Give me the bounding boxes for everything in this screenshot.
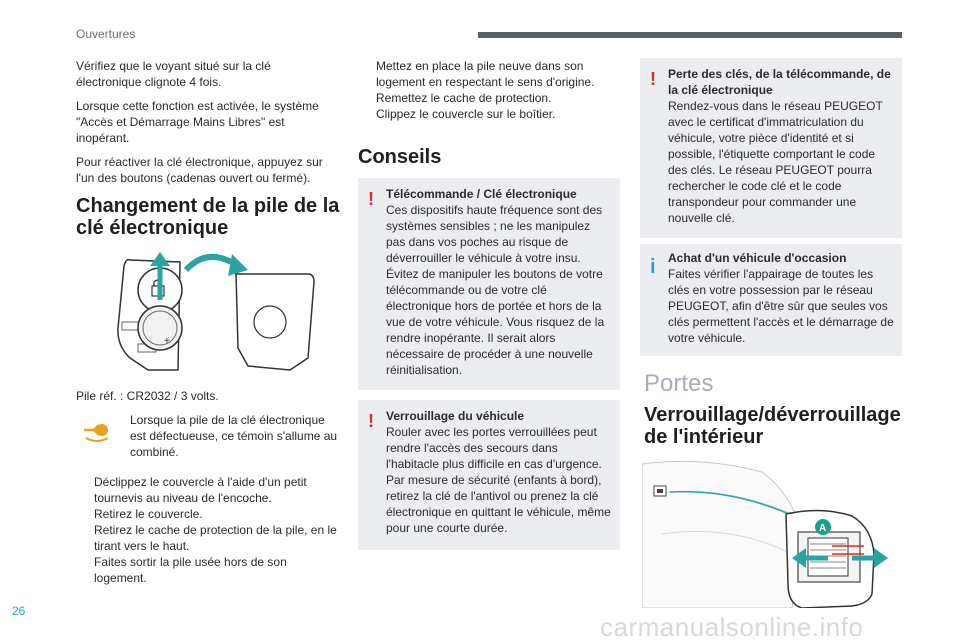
info-icon: i bbox=[650, 256, 656, 278]
list-item: Retirez le cache de protection de la pile, en le tirant vers le haut. bbox=[94, 523, 337, 553]
locking-heading: Verrouillage/déverrouillage de l'intérieur bbox=[644, 404, 901, 448]
conseils-heading: Conseils bbox=[358, 146, 442, 168]
battery-steps-list-cont bbox=[358, 58, 620, 122]
box-title: Télécommande / Clé électronique bbox=[386, 187, 577, 201]
battery-heading: Changement de la pile de la clé électronique bbox=[76, 195, 340, 239]
advice-box-lost-keys bbox=[640, 58, 902, 238]
advice-box-remote bbox=[358, 178, 620, 390]
list-item: Déclippez le couvercle à l'aide d'un petit tournevis au niveau de l'encoche. bbox=[94, 475, 307, 505]
paragraph: Pour réactiver la clé électronique, appuyez sur l'un des boutons (cadenas ouvert ou fermé). bbox=[76, 155, 323, 185]
list-item: Clippez le couvercle sur le boîtier. bbox=[376, 107, 556, 121]
warning-icon: ! bbox=[650, 69, 656, 89]
list-item: Retirez le couvercle. bbox=[94, 507, 203, 521]
interior-door-illustration bbox=[642, 454, 902, 608]
box-text: Ces dispositifs haute fréquence sont des systèmes sensibles ; ne les manipulez pas dans vos poches au risque de déverrouiller le véhicule à votre insu. Évitez de manipuler les boutons de votre télécommande ou de votre clé électronique hors de portée et hors de la vue de votre véhicule. Vous risquez de la rendre inopérante. Il serait alors nécessaire de procéder à une nouvelle réinitialisation. bbox=[386, 203, 605, 377]
box-title: Verrouillage du véhicule bbox=[386, 409, 525, 423]
battery-steps-list bbox=[76, 474, 340, 586]
key-battery-warning-icon bbox=[82, 418, 112, 444]
key-battery-illustration bbox=[108, 248, 316, 378]
page-number: 26 bbox=[12, 604, 26, 618]
paragraph: Vérifiez que le voyant situé sur la clé électronique clignote 4 fois. bbox=[76, 59, 271, 89]
portes-section-title: Portes bbox=[644, 370, 714, 397]
advice-box-locking bbox=[358, 400, 620, 550]
warning-icon: ! bbox=[368, 411, 374, 431]
list-item: Mettez en place la pile neuve dans son logement en respectant le sens d'origine. bbox=[376, 59, 595, 89]
box-title: Achat d'un véhicule d'occasion bbox=[668, 251, 847, 265]
paragraph: Lorsque cette fonction est activée, le système "Accès et Démarrage Mains Libres" est inopérant. bbox=[76, 99, 319, 145]
box-text: Rouler avec les portes verrouillées peut rendre l'accès des secours dans l'habitacle plus difficile en cas d'urgence. Par mesure de sécurité (enfants à bord), retirez la clé de l'antivol ou prenez la clé électronique en quittant le véhicule, même pour une courte durée. bbox=[386, 425, 611, 535]
header-bar bbox=[478, 32, 902, 38]
column-1 bbox=[76, 58, 338, 194]
list-item: Faites sortir la pile usée hors de son logement. bbox=[94, 555, 287, 585]
svg-text:+: + bbox=[164, 336, 170, 347]
section-header: Ouvertures bbox=[76, 27, 136, 41]
box-text: Faites vérifier l'appairage de toutes les clés en votre possession par le réseau PEUGEOT, afin d'être sûr que seules vos clés permettent l'accès et le démarrage de votre véhicule. bbox=[668, 267, 894, 345]
box-text: Rendez-vous dans le réseau PEUGEOT avec le certificat d'immatriculation du véhicule, votre pièce d'identité et si possible, l'étiquette comportant le code des clés. Le réseau PEUGEOT pourra rechercher le code clé et le code transpondeur pour commander une nouvelle clé. bbox=[668, 99, 883, 225]
warning-light-text: Lorsque la pile de la clé électronique est défectueuse, ce témoin s'allume au combiné. bbox=[130, 413, 338, 459]
warning-icon: ! bbox=[368, 189, 374, 209]
callout-a-label: A bbox=[819, 523, 827, 534]
list-item: Remettez le cache de protection. bbox=[376, 91, 552, 105]
info-box-used-vehicle bbox=[640, 244, 902, 356]
watermark: carmanualsonline.info bbox=[600, 612, 864, 642]
box-title: Perte des clés, de la télécommande, de la clé électronique bbox=[668, 67, 891, 97]
battery-ref: Pile réf. : CR2032 / 3 volts. bbox=[76, 389, 219, 403]
